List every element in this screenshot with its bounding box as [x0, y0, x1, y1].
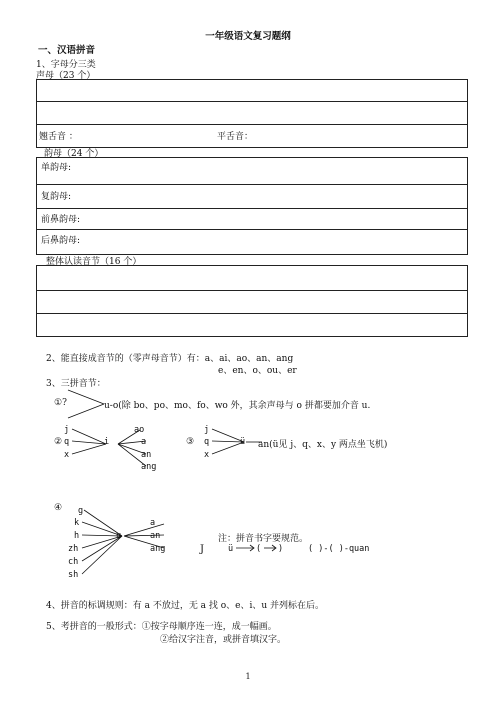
diagram-3-number: ③	[186, 437, 195, 447]
d4-formula-close: )	[278, 544, 284, 554]
d4-left-ch: ch	[68, 557, 79, 567]
item-2-line-1: 2、能直接成音节的（零声母音节）有：a、ai、ao、an、ang	[46, 354, 294, 364]
d4-left-h: h	[74, 531, 80, 541]
d3-line-x	[212, 442, 244, 454]
item-1-heading: 1、字母分三类	[36, 60, 96, 70]
d4-right-an: an	[150, 531, 161, 541]
qiaoshe-label: 翘舌音 ：	[39, 132, 78, 142]
yunmu-label: 韵母（24 个）	[44, 149, 104, 159]
d2-left-x: x	[64, 450, 70, 460]
d4-line-k	[82, 522, 122, 536]
item-5-line-2: ②给汉字注音，或拼音填汉字。	[160, 635, 287, 645]
diagram-2-number: ②	[54, 437, 63, 447]
zhengti-label: 整体认读音节（16 个）	[46, 257, 142, 267]
d2-right-an: an	[141, 450, 152, 460]
d1-line-lower	[68, 404, 104, 418]
d4-mid-u: u	[116, 531, 122, 541]
d4-line-an	[124, 535, 164, 536]
diagram-1-number: ①?	[54, 398, 67, 408]
d2-right-ao: ao	[134, 425, 145, 435]
d4-symbol-j: J	[200, 544, 205, 555]
d4-formula-quan: ( )-( )-quan	[308, 544, 370, 554]
d4-left-k: k	[74, 518, 80, 528]
d2-left-q: q	[64, 437, 70, 447]
d4-left-g: g	[78, 506, 84, 516]
shengmu-label: 声母（23 个）	[36, 71, 96, 81]
d2-right-a: a	[141, 437, 147, 447]
d3-left-x: x	[204, 450, 210, 460]
item-2-line-2: e、en、o、ou、er	[218, 366, 297, 376]
d3-right-an-note: an(ü见 j、q、x、y 两点坐飞机)	[258, 440, 388, 450]
item-3-heading: 3、三拼音节：	[46, 379, 106, 389]
d4-line-g	[84, 510, 122, 536]
d2-left-j: j	[64, 425, 70, 435]
d4-left-zh: zh	[68, 544, 79, 554]
page-number: 1	[245, 672, 251, 681]
d4-right-a: a	[150, 518, 156, 528]
diagram-4-number: ④	[54, 503, 63, 513]
d4-line-ch	[82, 536, 122, 561]
item-5-line-1: 5、考拼音的一般形式：①按字母顺序连一连，成一幅画。	[46, 622, 277, 632]
d4-right-ang: ang	[150, 544, 166, 554]
hou-bi-yunmu-label: 后鼻韵母:	[41, 236, 81, 246]
page-title: 一年级语文复习题纲	[205, 31, 291, 42]
d2-mid-i: i	[104, 437, 110, 447]
d1-line-upper	[68, 390, 104, 404]
d4-formula-u-umlaut: ü	[228, 544, 234, 554]
d4-left-sh: sh	[68, 570, 79, 580]
d4-line-ang	[124, 536, 164, 548]
d2-right-ang: ang	[141, 462, 157, 472]
fu-yunmu-label: 复韵母:	[41, 192, 72, 202]
item-4-text: 4、拼音的标调规则：有 a 不放过，无 a 找 o、e、i、u 并列标在后。	[46, 601, 325, 611]
d3-mid-u-umlaut: ü	[240, 437, 246, 447]
d4-line-a	[124, 524, 164, 536]
dan-yunmu-label: 单韵母:	[41, 163, 72, 173]
diagram-1-text: u-o(除 bo、po、mo、fo、wo 外，其余声母与 o 拼都要加介音 u.	[104, 401, 371, 411]
d4-line-h	[82, 535, 122, 536]
d3-line-j	[212, 429, 244, 442]
section-heading-pinyin: 一、汉语拼音	[38, 45, 96, 56]
d2-line-x	[72, 444, 106, 454]
d4-formula-open: (	[256, 544, 262, 554]
d3-line-q	[212, 441, 244, 442]
d3-left-q: q	[204, 437, 210, 447]
d4-note: 注：拼音书字要规范。	[218, 534, 309, 544]
d2-line-an	[118, 444, 146, 454]
d3-left-j: j	[204, 425, 210, 435]
pingshe-label: 平舌音：	[217, 132, 254, 142]
qian-bi-yunmu-label: 前鼻韵母:	[41, 215, 81, 225]
d2-line-ang	[118, 444, 146, 466]
